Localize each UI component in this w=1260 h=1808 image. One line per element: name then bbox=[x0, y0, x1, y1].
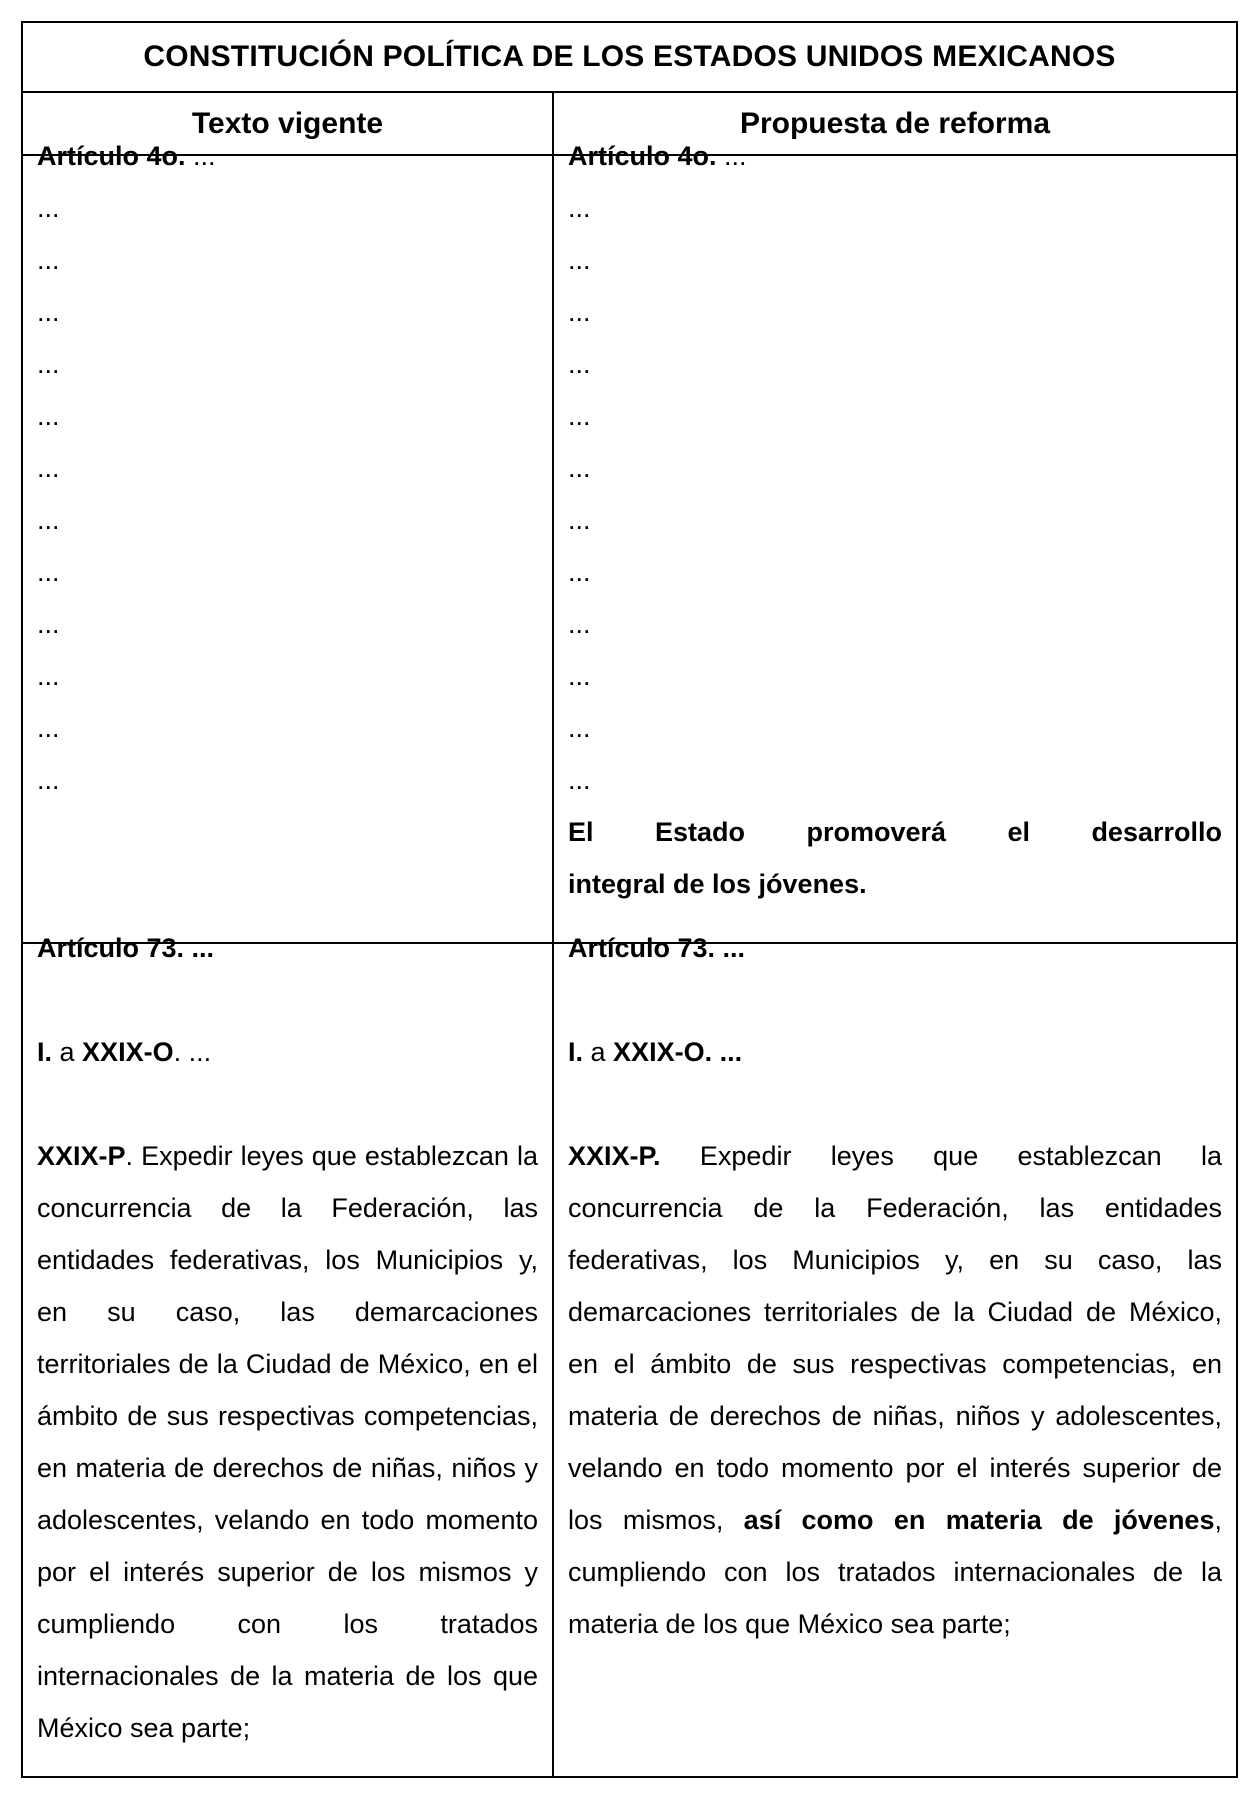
fraction-range bbox=[568, 1026, 1222, 1078]
ellipsis: ... bbox=[568, 349, 591, 379]
ellipsis: ... bbox=[568, 713, 591, 743]
table-title: CONSTITUCIÓN POLÍTICA DE LOS ESTADOS UNIDOS MEXICANOS bbox=[143, 40, 1116, 73]
ellipsis: ... bbox=[37, 349, 60, 379]
ellipsis: ... bbox=[568, 401, 591, 431]
article-heading: Artículo 4o. bbox=[37, 141, 186, 171]
ellipsis: ... bbox=[37, 765, 60, 795]
ellipsis: ... bbox=[37, 609, 60, 639]
fraction-range bbox=[37, 1026, 538, 1078]
fraction-text: Expedir leyes que establezcan la concurrencia de la Federación, las entidades federativas, los Municipios y, en su caso, las demarcaciones territoriales de la Ciudad de México, en el ámbito de sus respectivas competencias, en materia de derechos de niñas, niños y adolescentes, velando en todo momento por el interés superior de los mismos, bbox=[568, 1141, 1222, 1535]
ellipsis: ... bbox=[568, 557, 591, 587]
ellipsis: ... bbox=[568, 609, 591, 639]
omitted-paragraphs bbox=[568, 182, 1222, 806]
article-heading: Artículo 4o. bbox=[568, 141, 717, 171]
ellipsis: ... bbox=[568, 505, 591, 535]
art73-current-cell bbox=[23, 933, 552, 1754]
range-tail: . ... bbox=[173, 1037, 212, 1067]
art4-proposed-cell bbox=[554, 130, 1236, 910]
heading-tail: ... bbox=[185, 141, 216, 171]
omitted-paragraphs bbox=[37, 182, 538, 806]
fraction-label: XXIX-P bbox=[37, 1141, 126, 1171]
range-end: XXIX-O. ... bbox=[613, 1037, 743, 1067]
range-end: XXIX-O bbox=[82, 1037, 174, 1067]
heading-tail: ... bbox=[716, 141, 747, 171]
ellipsis: ... bbox=[37, 193, 60, 223]
new-paragraph-line: integral de los jóvenes. bbox=[568, 869, 867, 899]
column-header-proposed-reform: Propuesta de reforma bbox=[739, 106, 1051, 140]
column-header-current-text: Texto vigente bbox=[191, 106, 384, 140]
fraction-paragraph bbox=[568, 1130, 1222, 1650]
ellipsis: ... bbox=[568, 245, 591, 275]
fraction-reform-text: así como en materia de jóvenes bbox=[743, 1505, 1215, 1535]
ellipsis: ... bbox=[37, 557, 60, 587]
ellipsis: ... bbox=[568, 193, 591, 223]
ellipsis: ... bbox=[37, 453, 60, 483]
ellipsis: ... bbox=[568, 297, 591, 327]
ellipsis: ... bbox=[37, 713, 60, 743]
ellipsis: ... bbox=[568, 453, 591, 483]
fraction-text: , cumpliendo con los tratados internacionales de la materia de los que México sea parte; bbox=[568, 1505, 1222, 1639]
art4-current-cell bbox=[23, 130, 552, 806]
range-connector: a bbox=[583, 1037, 614, 1067]
fraction-text: . Expedir leyes que establezcan la concurrencia de la Federación, las entidades federativas, los Municipios y, en su caso, las demarcaciones territoriales de la Ciudad de México, en el ámbito de sus respectivas competencias, en materia de derechos de niñas, niños y adolescentes, velando en todo momento por el interés superior de los mismos y cumpliendo con los tratados internacionales de la materia de los que México sea parte; bbox=[37, 1141, 538, 1743]
fraction-paragraph bbox=[37, 1130, 538, 1754]
article-heading: Artículo 73. ... bbox=[37, 933, 215, 963]
ellipsis: ... bbox=[37, 661, 60, 691]
ellipsis: ... bbox=[37, 505, 60, 535]
fraction-label: XXIX-P. bbox=[568, 1141, 661, 1171]
ellipsis: ... bbox=[37, 401, 60, 431]
range-start: I. bbox=[37, 1037, 53, 1067]
ellipsis: ... bbox=[37, 245, 60, 275]
ellipsis: ... bbox=[568, 661, 591, 691]
ellipsis: ... bbox=[37, 297, 60, 327]
article-heading: Artículo 73. ... bbox=[568, 933, 746, 963]
range-connector: a bbox=[52, 1037, 83, 1067]
range-start: I. bbox=[568, 1037, 584, 1067]
ellipsis: ... bbox=[568, 765, 591, 795]
comparison-table bbox=[21, 21, 1238, 1778]
new-paragraph-line: El Estado promoverá el desarrollo bbox=[568, 817, 1222, 847]
art73-proposed-cell bbox=[554, 933, 1236, 1650]
